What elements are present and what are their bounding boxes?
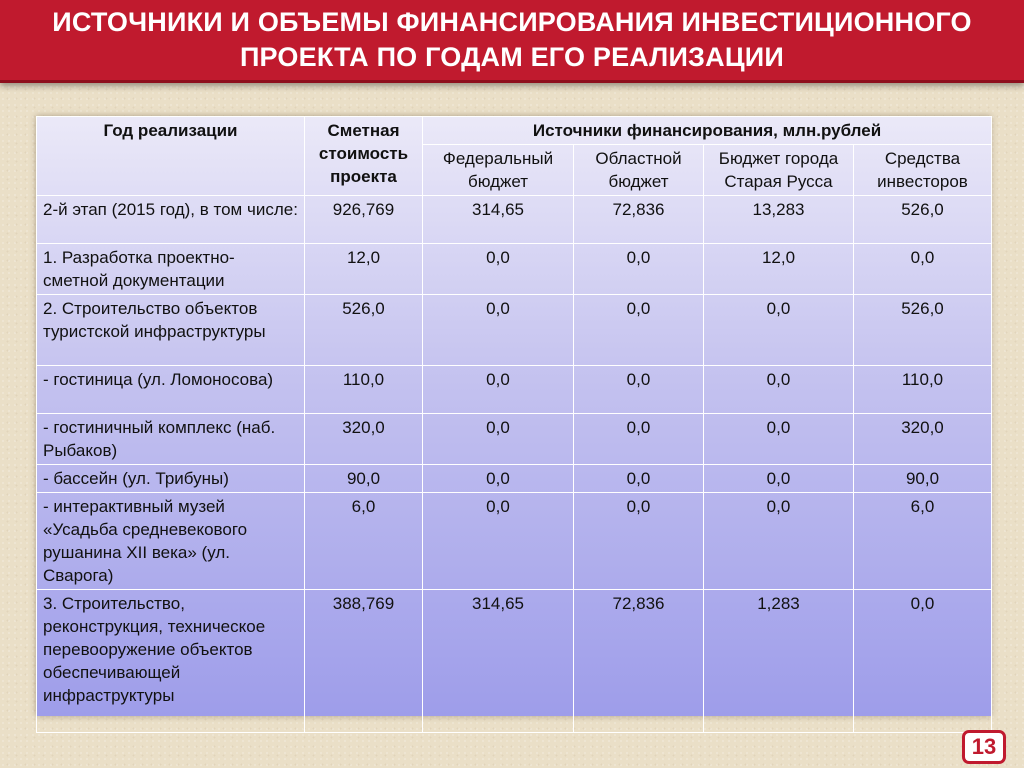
row-cost: 388,769 [305,590,423,733]
table-row [37,493,992,590]
header-federal: Федеральный бюджет [423,145,574,196]
table-row [37,196,992,244]
row-label: - гостиница (ул. Ломоносова) [37,366,305,414]
row-city: 1,283 [704,590,854,733]
row-label: 2. Строительство объектов туристской инфраструктуры [37,295,305,366]
row-label: 3. Строительство, реконструкция, техническое перевооружение объектов обеспечивающей инфраструктуры [37,590,305,733]
row-cost: 526,0 [305,295,423,366]
row-cost: 320,0 [305,414,423,465]
row-regional: 0,0 [574,414,704,465]
row-federal: 0,0 [423,414,574,465]
header-year: Год реализации [37,117,305,196]
table-row [37,295,992,366]
header-sources: Источники финансирования, млн.рублей [423,117,992,145]
row-investors: 90,0 [854,465,992,493]
row-investors: 320,0 [854,414,992,465]
row-federal: 314,65 [423,196,574,244]
row-federal: 0,0 [423,244,574,295]
row-regional: 0,0 [574,465,704,493]
row-city: 0,0 [704,414,854,465]
page-number: 13 [971,734,997,759]
row-investors: 526,0 [854,196,992,244]
row-federal: 0,0 [423,493,574,590]
row-city: 0,0 [704,366,854,414]
row-regional: 0,0 [574,493,704,590]
row-city: 13,283 [704,196,854,244]
header-investors: Средства инвесторов [854,145,992,196]
slide-title: ИСТОЧНИКИ И ОБЪЕМЫ ФИНАНСИРОВАНИЯ ИНВЕСТИЦИОННОГО ПРОЕКТА ПО ГОДАМ ЕГО РЕАЛИЗАЦИИ [52,7,972,72]
header-cost: Сметная стоимость проекта [305,117,423,196]
row-investors: 526,0 [854,295,992,366]
page-number-badge [962,730,1006,764]
row-cost: 926,769 [305,196,423,244]
row-city: 12,0 [704,244,854,295]
table-row [37,244,992,295]
row-regional: 0,0 [574,366,704,414]
row-federal: 0,0 [423,366,574,414]
row-regional: 0,0 [574,295,704,366]
table-row [37,465,992,493]
row-federal: 0,0 [423,465,574,493]
row-investors: 6,0 [854,493,992,590]
row-city: 0,0 [704,493,854,590]
row-regional: 72,836 [574,590,704,733]
row-investors: 0,0 [854,590,992,733]
row-label: - гостиничный комплекс (наб. Рыбаков) [37,414,305,465]
row-cost: 12,0 [305,244,423,295]
row-federal: 0,0 [423,295,574,366]
row-city: 0,0 [704,465,854,493]
header-regional: Областной бюджет [574,145,704,196]
row-label: 2-й этап (2015 год), в том числе: [37,196,305,244]
row-cost: 90,0 [305,465,423,493]
row-label: 1. Разработка проектно-сметной документации [37,244,305,295]
row-regional: 72,836 [574,196,704,244]
row-label: - бассейн (ул. Трибуны) [37,465,305,493]
row-regional: 0,0 [574,244,704,295]
table-row [37,590,992,733]
row-label: - интерактивный музей «Усадьба средневекового рушанина XII века» (ул. Сварога) [37,493,305,590]
row-cost: 110,0 [305,366,423,414]
row-cost: 6,0 [305,493,423,590]
table-row [37,366,992,414]
row-city: 0,0 [704,295,854,366]
title-bar [0,0,1024,83]
header-city: Бюджет города Старая Русса [704,145,854,196]
row-investors: 110,0 [854,366,992,414]
financing-table-container [36,116,991,716]
row-investors: 0,0 [854,244,992,295]
table-row [37,414,992,465]
financing-table [36,116,992,733]
row-federal: 314,65 [423,590,574,733]
